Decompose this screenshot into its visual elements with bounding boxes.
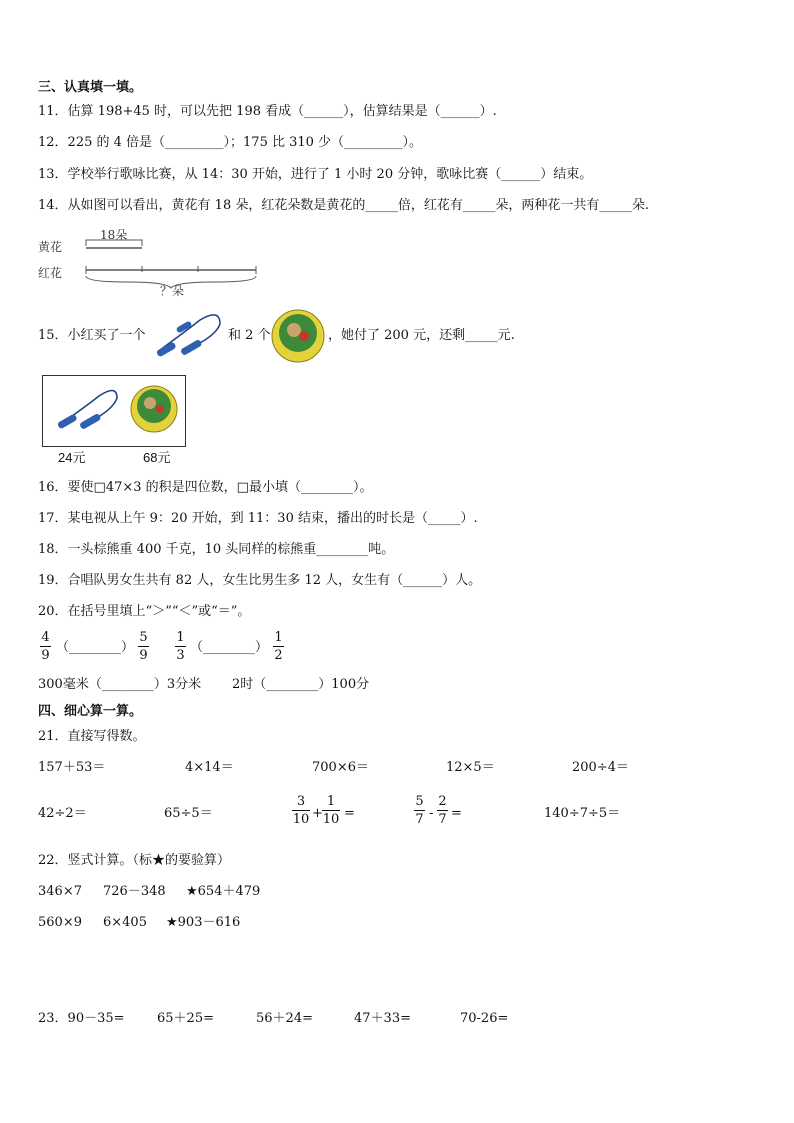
question-17: 17．某电视从上午 9：20 开始，到 11：30 结束，播出的时长是（_____）. [38,511,478,526]
question-14: 14．从如图可以看出，黄花有 18 朵，红花朵数是黄花的_____倍，红花有_____朵，两种花一共有_____朵. [38,198,649,213]
vertical-calc-item: ★654＋479 [186,884,261,899]
fraction-4-9: 4 9 [41,630,50,663]
calc-item: 65÷5＝ [164,806,213,821]
question-22: 22．竖式计算。（标★的要验算） [38,853,231,868]
line-segment-diagram [38,222,268,302]
section-4-title: 四、细心算一算。 [38,704,143,719]
question-15-prefix: 15．小红买了一个 [38,328,146,343]
compare-length: 300毫米（________）3分米 [38,677,202,692]
section-3-title: 三、认真填一填。 [38,80,143,95]
vertical-calc-item: 346×7 [38,884,82,899]
calc-item: 70-26= [460,1011,509,1026]
question-15-mid: 和 2 个 [228,328,271,343]
price-box [42,375,186,447]
question-15-suffix: ，她付了 200 元，还剩_____元. [328,328,515,343]
compare-blank-1: （________） [56,640,135,655]
calc-item: 56＋24= [256,1011,313,1026]
question-16: 16．要使□47×3 的积是四位数，□最小填（________）。 [38,480,373,495]
fraction-1-3: 1 3 [176,630,185,663]
yellow-flower-label: 黄花 [38,240,63,254]
segment-lines [38,222,268,302]
fraction-sum-expression: 3 10 + 1 10 = [292,794,355,827]
yellow-count-label: 18朵 [100,228,128,242]
calc-item: 12×5＝ [446,760,495,775]
fraction-1-2: 1 2 [274,630,283,663]
ball-icon [270,308,326,364]
vertical-calc-item: 726－348 [103,884,166,899]
compare-blank-2: （________） [190,640,269,655]
question-18: 18．一头棕熊重 400 千克，10 头同样的棕熊重________吨。 [38,542,395,557]
question-19: 19．合唱队男女生共有 82 人，女生比男生多 12 人，女生有（______）人。 [38,573,482,588]
fraction-diff-expression: 5 7 - 2 7 = [415,794,462,827]
question-23: 23．90－35= [38,1011,125,1026]
ball-price: 68元 [143,450,171,465]
question-12: 12．225 的 4 倍是（_________）；175 比 310 少（_________）。 [38,135,423,150]
rope-price: 24元 [58,450,86,465]
jump-rope-icon [150,308,226,360]
compare-time: 2时（________）100分 [232,677,370,692]
total-count-label: ？朵 [160,284,185,298]
question-13: 13．学校举行歌咏比赛，从 14：30 开始，进行了 1 小时 20 分钟，歌咏比赛（______）结束。 [38,167,593,182]
calc-item: 157＋53＝ [38,760,106,775]
calc-item: 700×6＝ [312,760,369,775]
question-21: 21．直接写得数。 [38,729,146,744]
vertical-calc-item: 6×405 [103,915,147,930]
vertical-calc-item: 560×9 [38,915,82,930]
calc-item: 65＋25= [157,1011,214,1026]
jump-rope-icon [51,384,121,434]
calc-item: 200÷4＝ [572,760,629,775]
calc-item: 140÷7÷5＝ [544,806,621,821]
fraction-5-9: 5 9 [139,630,148,663]
calc-item: 4×14＝ [185,760,234,775]
question-20: 20．在括号里填上“＞”“＜”或“＝”。 [38,604,251,619]
calc-item: 47＋33= [354,1011,411,1026]
ball-icon [129,384,179,434]
calc-item: 42÷2＝ [38,806,87,821]
question-11: 11．估算 198+45 时，可以先把 198 看成（______），估算结果是（______）. [38,104,497,119]
vertical-calc-item: ★903－616 [166,915,241,930]
red-flower-label: 红花 [38,266,63,280]
